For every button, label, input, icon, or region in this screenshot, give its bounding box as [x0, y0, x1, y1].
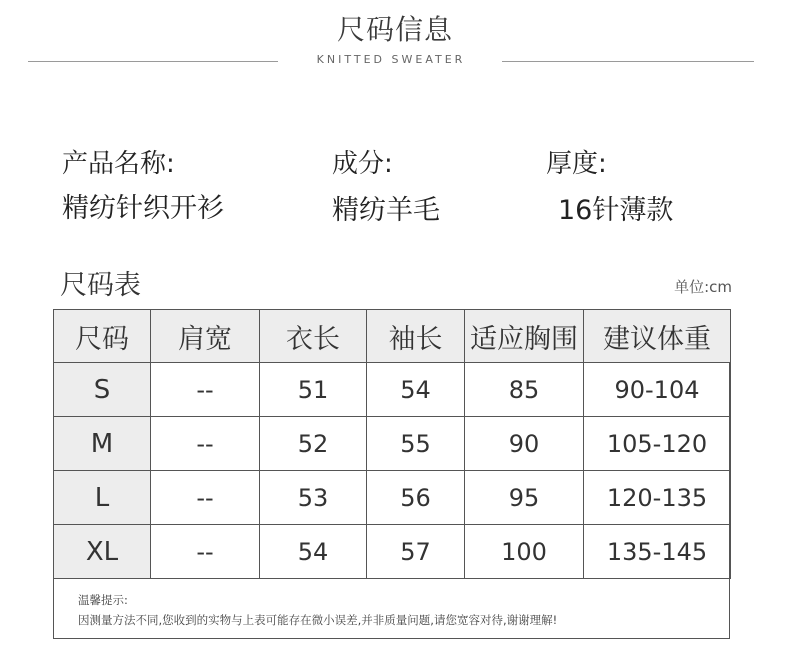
- table-row: [54, 363, 731, 417]
- page-subtitle: KNITTED SWEATER: [316, 53, 466, 66]
- divider-right: [502, 61, 754, 62]
- cell-size: L: [54, 471, 151, 525]
- cell-weight: 135-145: [584, 525, 731, 579]
- notes-title: 温馨提示:: [78, 593, 128, 607]
- cell-length: 54: [260, 525, 367, 579]
- header-weight: 建议体重: [584, 310, 731, 363]
- subtitle-row: [0, 52, 790, 72]
- cell-sleeve: 54: [367, 363, 465, 417]
- page-title: 尺码信息: [336, 13, 453, 46]
- product-name-value: 精纺针织开衫: [62, 193, 224, 224]
- cell-sleeve: 56: [367, 471, 465, 525]
- size-table-title: 尺码表: [60, 270, 141, 301]
- cell-bust: 100: [465, 525, 584, 579]
- cell-length: 53: [260, 471, 367, 525]
- unit-note: 单位:cm: [674, 278, 732, 296]
- cell-weight: 105-120: [584, 417, 731, 471]
- cell-bust: 90: [465, 417, 584, 471]
- cell-size: XL: [54, 525, 151, 579]
- cell-shoulder: --: [151, 417, 260, 471]
- cell-bust: 95: [465, 471, 584, 525]
- product-name-label: 产品名称:: [62, 149, 175, 179]
- table-row: [54, 525, 731, 579]
- material-value: 精纺羊毛: [332, 195, 440, 226]
- table-header-row: [54, 310, 731, 363]
- header-shoulder: 肩宽: [151, 310, 260, 363]
- cell-weight: 90-104: [584, 363, 731, 417]
- notes-text: 因测量方法不同,您收到的实物与上表可能存在微小误差,并非质量问题,请您宽容对待,谢谢理解!: [78, 613, 558, 627]
- cell-bust: 85: [465, 363, 584, 417]
- cell-length: 52: [260, 417, 367, 471]
- cell-sleeve: 55: [367, 417, 465, 471]
- header-size: 尺码: [54, 310, 151, 363]
- divider-left: [28, 61, 278, 62]
- header-bust: 适应胸围: [465, 310, 584, 363]
- thickness-value: 16针薄款: [558, 195, 674, 226]
- cell-shoulder: --: [151, 471, 260, 525]
- table-row: [54, 471, 731, 525]
- cell-size: S: [54, 363, 151, 417]
- table-row: [54, 417, 731, 471]
- cell-shoulder: --: [151, 525, 260, 579]
- cell-sleeve: 57: [367, 525, 465, 579]
- thickness-label: 厚度:: [546, 149, 607, 179]
- notes: [78, 590, 557, 630]
- cell-shoulder: --: [151, 363, 260, 417]
- material-label: 成分:: [332, 149, 393, 179]
- cell-weight: 120-135: [584, 471, 731, 525]
- cell-length: 51: [260, 363, 367, 417]
- size-table: [53, 309, 731, 579]
- header-length: 衣长: [260, 310, 367, 363]
- cell-size: M: [54, 417, 151, 471]
- header-sleeve: 袖长: [367, 310, 465, 363]
